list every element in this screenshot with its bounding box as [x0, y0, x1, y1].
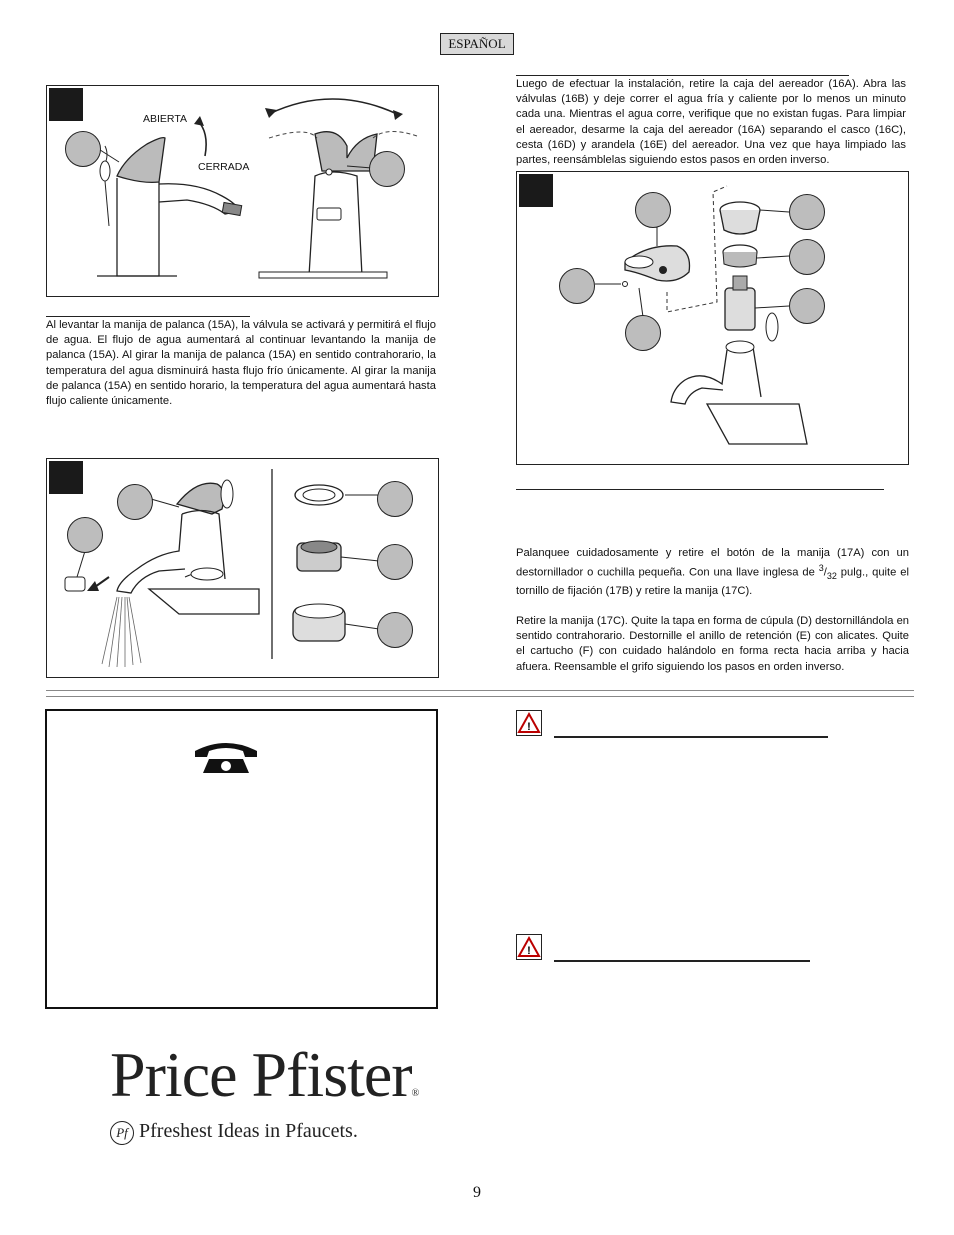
svg-text:!: !: [527, 721, 531, 733]
phone-icon: [191, 737, 261, 777]
callout-16a: [67, 517, 103, 553]
aerator-illustration-panel: [46, 458, 439, 678]
handle-text-part1: Palanquee cuidadosamente y retire el botón de la manija (17A) con un destornillador o cuchilla pequeña. Con una llave inglesa de: [516, 547, 909, 579]
lever-illustration-panel: [46, 85, 439, 297]
fraction-denominator: 32: [826, 571, 837, 582]
warning-heading-rule: [554, 960, 810, 962]
registered-mark: ®: [411, 1088, 419, 1099]
section-heading-rule: [516, 75, 849, 76]
handle-cartridge-exploded-drawing: [517, 172, 908, 464]
aerator-instructions: Luego de efectuar la instalación, retire la caja del aereador (16A). Abra las válvulas (16B) y deje correr el agua fría y caliente por lo menos un minuto cada una. Mientras el agua corre, verifique que no existan fugas. Para limpiar el aereador, desarme la caja del aereador (16A) separando el casco (16C), cesta (16D) y arandela (16E) del aereador. Una vez que haya limpiado las partes, reensámblelas siguiendo estos pasos en orden inverso.: [516, 78, 906, 167]
callout-16d: [377, 544, 413, 580]
section-heading-rule: [516, 489, 884, 490]
callout-dome-cap: [789, 194, 825, 230]
warning-heading-rule: [554, 736, 828, 738]
brand-tagline-row: [110, 1120, 358, 1145]
callout-cartridge: [789, 288, 825, 324]
cartridge-removal-instructions: Retire la manija (17C). Quite la tapa en forma de cúpula (D) destornillándola en sentido contrahorario. Destornille el anillo de retención (E) con alicates. Quite el cartucho (F) con cuidado halándolo en forma recta hacia arriba y hacia afuera. Reensamble el grifo siguiendo los pasos en orden inverso.: [516, 615, 910, 673]
label-closed: CERRADA: [198, 161, 250, 173]
callout-16e: [377, 612, 413, 648]
svg-text:!: !: [527, 945, 531, 957]
label-open: ABIERTA: [143, 113, 187, 125]
handle-text-part2: pulg., quite el tornillo de fijación (17B) y retire la manija (17C).: [516, 566, 909, 598]
section-heading-rule: [46, 316, 250, 317]
callout-17c: [635, 192, 671, 228]
lever-instructions: Al levantar la manija de palanca (15A), la válvula se activará y permitirá el flujo de agua. El flujo de agua aumentará al continuar levantando la manija de palanca (15A). Al girar la manija de palanca (15A) en sentido contrahorario, la temperatura del agua disminuirá hasta flujo frío únicamente. Al girar la manija de palanca (15A) en sentido horario, la temperatura del agua aumentará hasta flujo caliente únicamente.: [46, 319, 436, 408]
callout-retaining-ring: [789, 239, 825, 275]
warning-icon: [516, 710, 542, 736]
callout-17a: [625, 315, 661, 351]
page-number: 9: [473, 1184, 481, 1201]
warning-icon: [516, 934, 542, 960]
callout-handle-rotation: [369, 151, 405, 187]
language-tag: ESPAÑOL: [440, 33, 514, 55]
callout-16b: [117, 484, 153, 520]
section-divider: [46, 690, 914, 697]
callout-17b: [559, 268, 595, 304]
faucet-lever-drawing: [47, 86, 438, 296]
brand-name: Price Pfister: [110, 1039, 412, 1110]
contact-box: [45, 709, 438, 1009]
fraction-numerator: 3: [818, 563, 824, 574]
brand-logo: [110, 1038, 418, 1112]
handle-removal-instructions: Palanquee cuidadosamente y retire el botón de la manija (17A) con un destornillador o cuchilla pequeña. Con una llave inglesa de $^3/_{32}$ pulg., quite el tornillo de fijación (17B) y retire la manija (17C).: [516, 547, 909, 598]
brand-tagline: Pfreshest Ideas in Pfaucets.: [139, 1120, 358, 1142]
callout-16c: [377, 481, 413, 517]
handle-disassembly-panel: [516, 171, 909, 465]
brand-monogram: Pf: [110, 1121, 134, 1145]
callout-15a: [65, 131, 101, 167]
